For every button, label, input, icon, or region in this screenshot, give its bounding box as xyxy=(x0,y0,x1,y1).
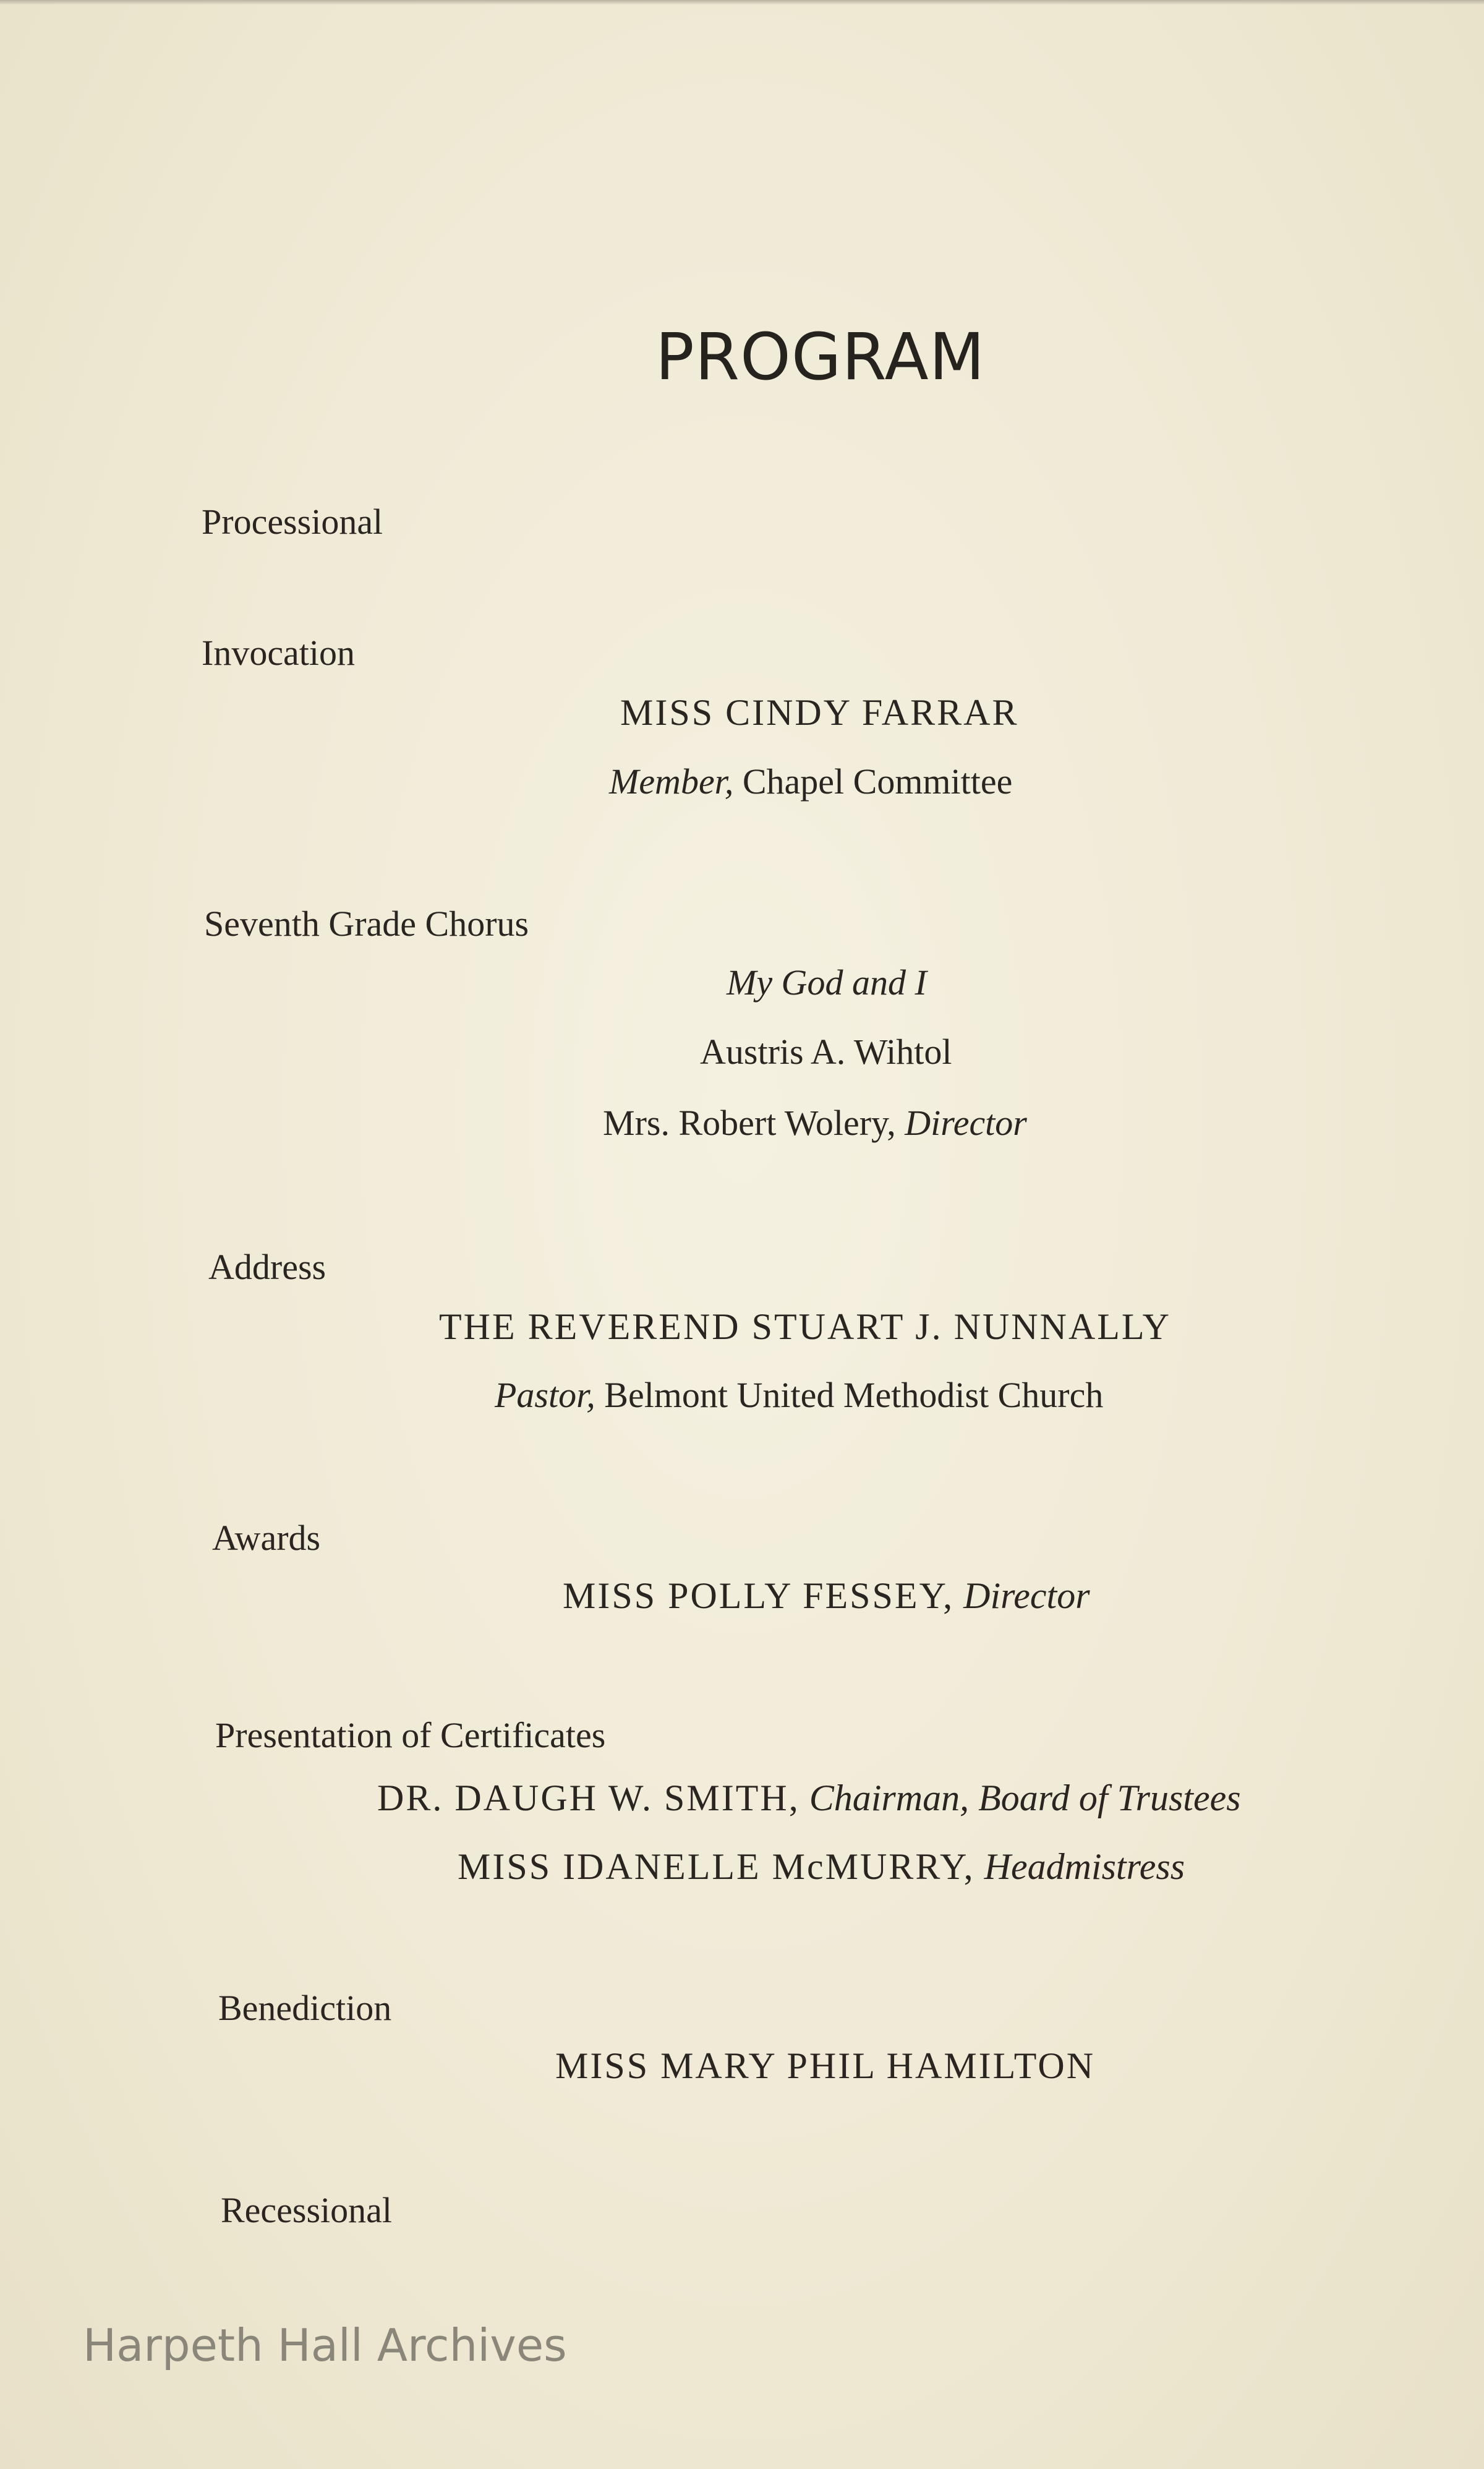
recessional-heading: Recessional xyxy=(221,2190,393,2230)
awards-heading: Awards xyxy=(212,1518,321,1558)
chorus-director-name: Mrs. Robert Wolery, xyxy=(603,1103,905,1143)
invocation-role-title: Member, xyxy=(609,761,734,802)
archive-watermark: Harpeth Hall Archives xyxy=(83,2319,567,2371)
chorus-composer: Austris A. Wihtol xyxy=(700,1032,952,1072)
invocation-speaker-role xyxy=(609,761,1013,802)
benediction-speaker-name: MISS MARY PHIL HAMILTON xyxy=(555,2045,1096,2086)
certificates-presenter-1 xyxy=(377,1779,1241,1816)
chorus-heading: Seventh Grade Chorus xyxy=(204,904,529,944)
certificates-presenter-1-name: DR. DAUGH W. SMITH, xyxy=(377,1778,800,1818)
address-speaker-role xyxy=(495,1377,1103,1413)
page-edge-shadow xyxy=(0,0,1484,5)
address-role-org: Belmont United Methodist Church xyxy=(595,1375,1104,1415)
address-heading: Address xyxy=(208,1247,326,1287)
invocation-speaker-name: MISS CINDY FARRAR xyxy=(620,692,1019,733)
certificates-presenter-1-role: Chairman, Board of Trustees xyxy=(800,1778,1241,1818)
awards-presenter-name: MISS POLLY FESSEY, xyxy=(563,1575,955,1616)
certificates-presenter-2 xyxy=(458,1848,1185,1885)
certificates-presenter-2-role: Headmistress xyxy=(974,1846,1185,1887)
invocation-heading: Invocation xyxy=(202,633,356,673)
page-title: PROGRAM xyxy=(655,319,986,395)
certificates-heading: Presentation of Certificates xyxy=(215,1715,606,1755)
certificates-presenter-2-name: MISS IDANELLE McMURRY, xyxy=(458,1846,975,1887)
processional-heading: Processional xyxy=(202,502,383,542)
address-speaker-name: THE REVEREND STUART J. NUNNALLY xyxy=(439,1306,1171,1347)
chorus-director-role: Director xyxy=(905,1103,1027,1143)
benediction-heading: Benediction xyxy=(218,1988,392,2028)
chorus-director xyxy=(603,1105,1027,1141)
awards-presenter xyxy=(563,1577,1090,1614)
awards-presenter-role: Director xyxy=(954,1575,1090,1616)
invocation-role-org: Chapel Committee xyxy=(733,761,1013,802)
chorus-song-title: My God and I xyxy=(727,962,927,1003)
address-role-title: Pastor, xyxy=(495,1375,595,1415)
